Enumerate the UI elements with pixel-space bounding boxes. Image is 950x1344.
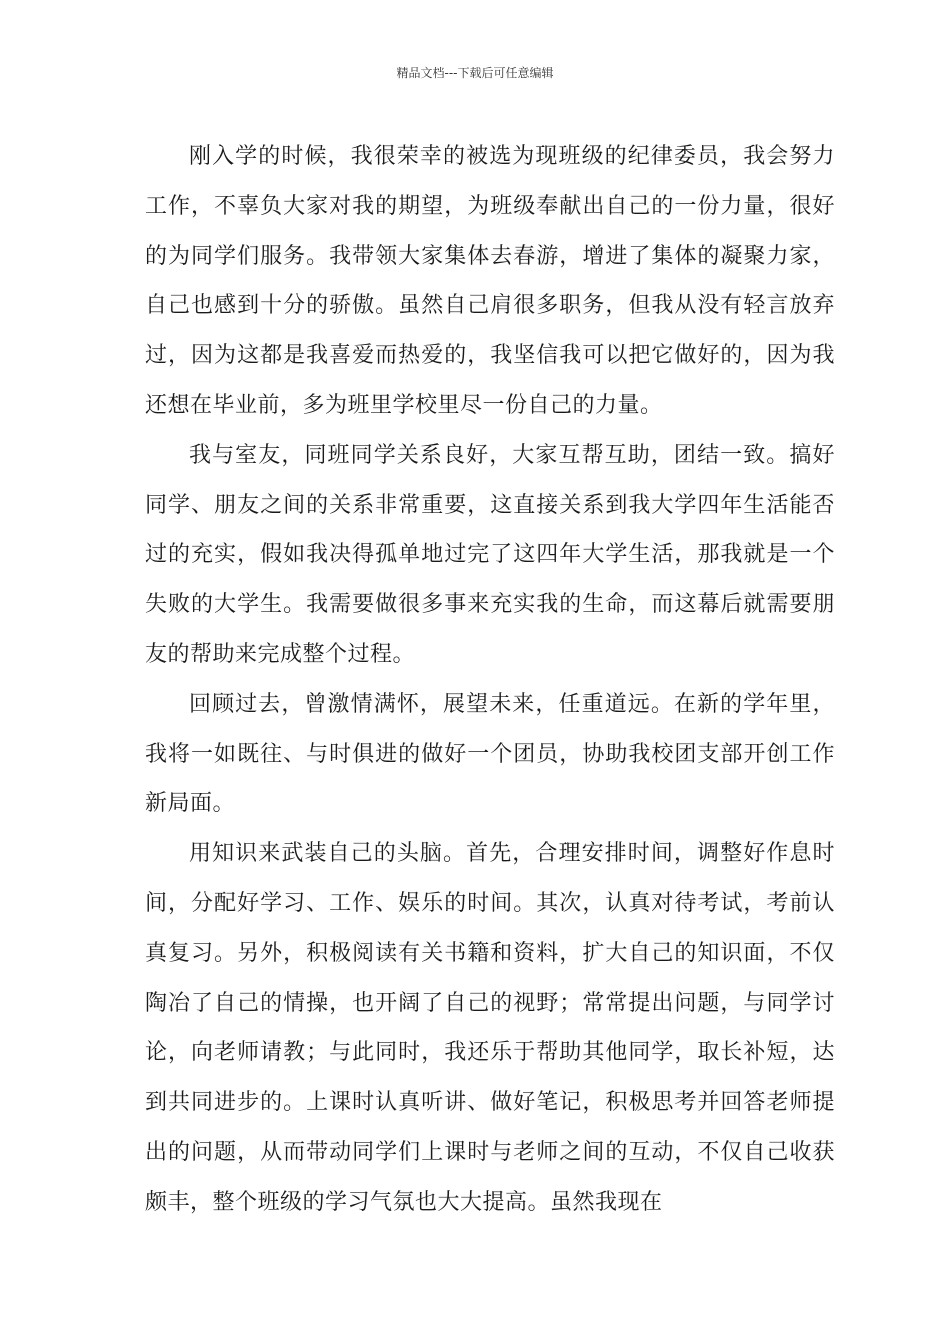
paragraph-2: 我与室友，同班同学关系良好，大家互帮互助，团结一致。搞好同学、朋友之间的关系非常重要，这直接关系到我大学四年生活能否过的充实，假如我决得孤单地过完了这四年大学生活，那我就是一个失败的大学生。我需要做很多事来充实我的生命，而这幕后就需要朋友的帮助来完成整个过程。 [145,442,835,667]
document-body [145,132,835,1228]
paragraph-4: 用知识来武装自己的头脑。首先，合理安排时间，调整好作息时间，分配好学习、工作、娱乐的时间。其次，认真对待考试，考前认真复习。另外，积极阅读有关书籍和资料，扩大自己的知识面，不仅陶冶了自己的情操，也开阔了自己的视野；常常提出问题，与同学讨论，向老师请教；与此同时，我还乐于帮助其他同学，取长补短，达到共同进步的。上课时认真听讲、做好笔记，积极思考并回答老师提出的问题，从而带动同学们上课时与老师之间的互动，不仅自己收获颇丰，整个班级的学习气氛也大大提高。虽然我现在 [145,841,835,1215]
paragraph-1: 刚入学的时候，我很荣幸的被选为现班级的纪律委员，我会努力工作，不辜负大家对我的期望，为班级奉献出自己的一份力量，很好的为同学们服务。我带领大家集体去春游，增进了集体的凝聚力家，自己也感到十分的骄傲。虽然自己肩很多职务，但我从没有轻言放弃过，因为这都是我喜爱而热爱的，我坚信我可以把它做好的，因为我还想在毕业前，多为班里学校里尽一份自己的力量。 [145,144,835,418]
paragraph-3: 回顾过去，曾激情满怀，展望未来，任重道远。在新的学年里，我将一如既往、与时俱进的做好一个团员，协助我校团支部开创工作新局面。 [145,691,835,817]
page-header: 精品文档---下载后可任意编辑 [396,66,554,80]
